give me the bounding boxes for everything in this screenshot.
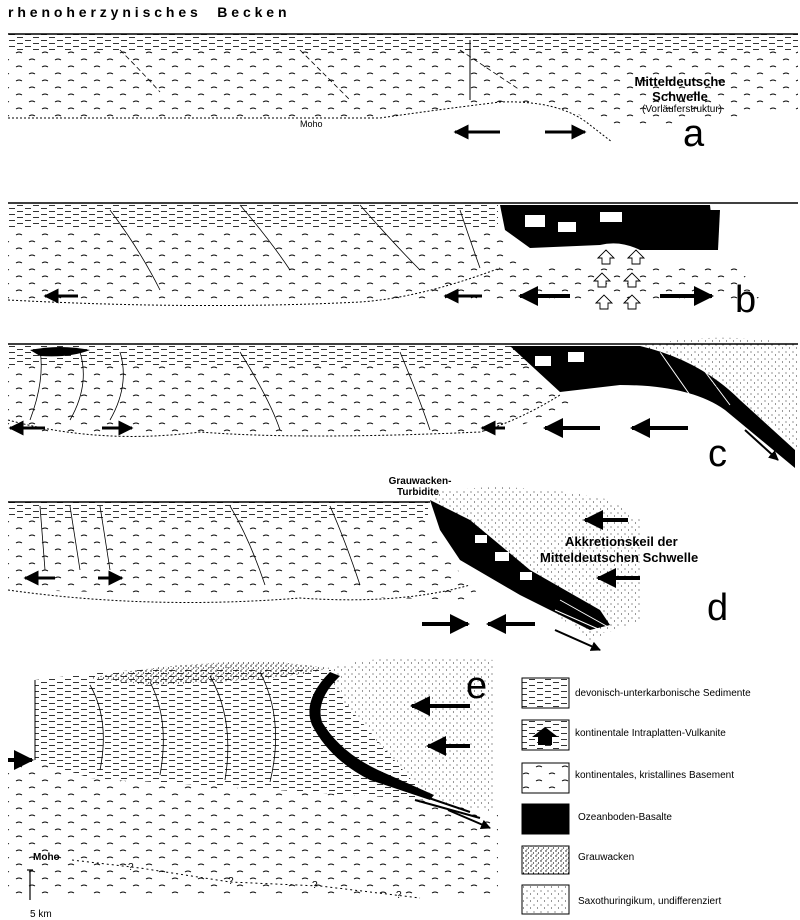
legend-item-greywacke: [522, 846, 634, 874]
panel-e-question-2: ?: [228, 876, 234, 887]
panel-a: [8, 34, 798, 155]
panel-a-region-label-1: Mitteldeutsche: [634, 74, 726, 89]
panel-e-letter: e: [466, 665, 488, 707]
legend-item-basalts: [522, 804, 672, 834]
panel-b-sediment-layer: [8, 203, 498, 229]
panel-b: [8, 203, 798, 321]
legend-label-basement: kontinentales, kristallines Basement: [575, 770, 734, 781]
panel-d-wedge-label-1: Akkretionskeil der: [565, 534, 678, 549]
panel-a-region-label-2: Schwelle: [652, 89, 708, 104]
panel-d-turbidite-label-1: Grauwacken-: [388, 476, 452, 487]
panel-c: [8, 338, 798, 475]
legend-label-volcanics: kontinentale Intraplatten-Vulkanite: [575, 728, 726, 739]
legend-item-basement: [522, 763, 734, 793]
panel-e-moho-label: Moho: [33, 852, 60, 863]
panel-a-moho-label: Moho: [300, 119, 323, 129]
legend-item-sediments: [522, 678, 751, 708]
legend-label-saxothuringian: Saxothuringikum, undifferenziert: [578, 896, 722, 907]
panel-d: [8, 476, 728, 650]
panel-e-question-3: ?: [312, 880, 318, 891]
panel-e: [8, 657, 498, 901]
panel-a-letter: a: [683, 113, 705, 155]
panel-d-turbidite-label-2: Turbidite: [396, 487, 440, 498]
legend: [522, 678, 751, 914]
panel-a-sediment-layer: [8, 34, 798, 50]
panel-a-region-label-3: (Vorläuferstruktur): [641, 104, 723, 115]
panel-e-question-1: ?: [128, 862, 134, 873]
figure-title: r h e n o h e r z y n i s c h e s B e c k e n: [8, 4, 287, 20]
scale-bar-label: 5 km: [30, 909, 52, 920]
legend-item-volcanics: [522, 720, 726, 750]
panel-c-sediment-layer: [8, 344, 528, 366]
panel-b-oceanic-basalt: [500, 205, 715, 250]
panel-c-letter: c: [708, 433, 727, 475]
legend-label-greywacke: Grauwacken: [578, 852, 635, 863]
panel-d-letter: d: [707, 587, 729, 629]
panel-c-basement: [8, 366, 580, 433]
legend-label-basalts: Ozeanboden-Basalte: [578, 812, 672, 823]
panel-b-letter: b: [735, 279, 757, 321]
legend-label-sediments: devonisch-unterkarbonische Sedimente: [575, 688, 751, 699]
panel-d-wedge-label-2: Mitteldeutschen Schwelle: [540, 550, 699, 565]
legend-item-saxothuringian: [522, 885, 721, 914]
panel-e-question-4: ?: [396, 890, 402, 901]
panel-b-basalt-dike: [703, 210, 720, 250]
